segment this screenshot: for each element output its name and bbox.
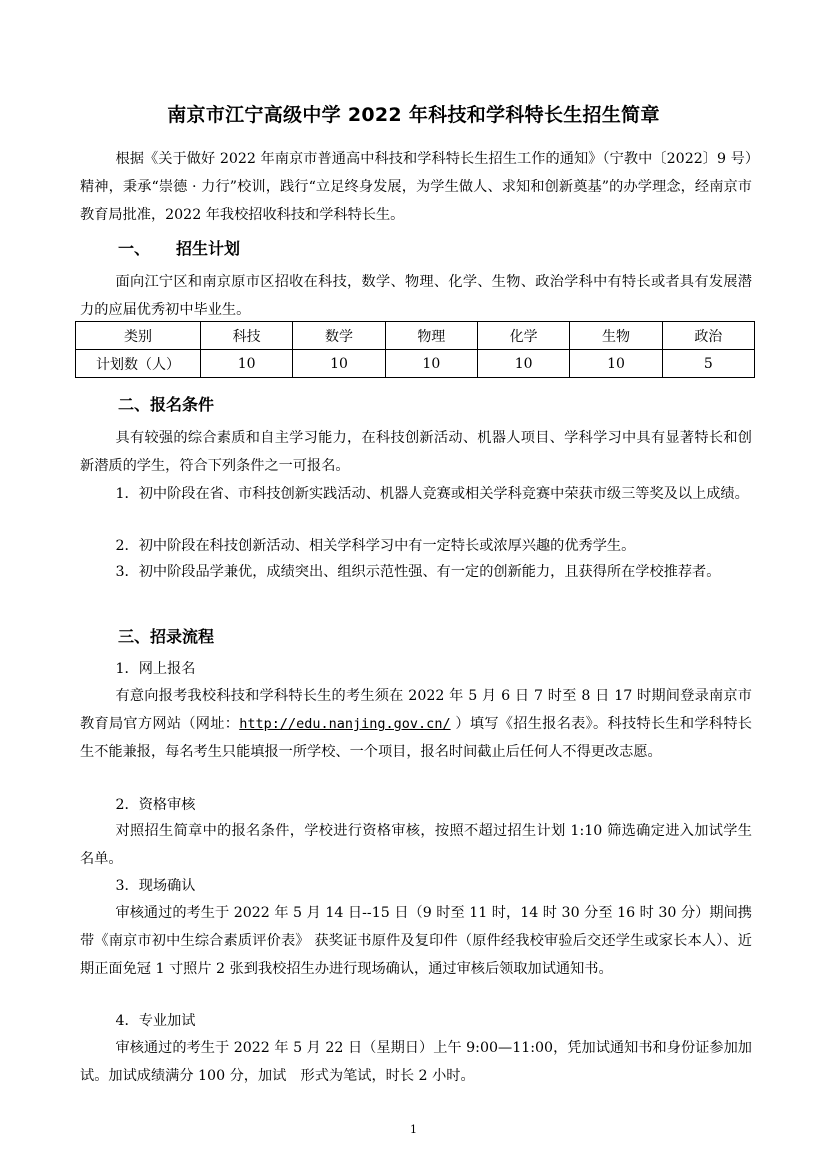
- table-row: [76, 350, 755, 378]
- step-4-text: 审核通过的考生于 2022 年 5 月 22 日（星期日）上午 9:00—11:00，凭加试通知书和身份证参加加试。加试成绩满分 100 分，加试 形式为笔试，时长 2 小时。: [80, 1040, 752, 1084]
- section-3-heading: 三、招录流程: [118, 627, 215, 646]
- step-3-title: 3．现场确认: [115, 878, 196, 894]
- document-title: 南京市江宁高级中学 2022 年科技和学科特长生招生简章: [167, 104, 660, 126]
- table-header-cell: 生物: [570, 322, 662, 350]
- condition-item-3: 3．初中阶段品学兼优，成绩突出、组织示范性强、有一定的创新能力，且获得所在学校推荐者。: [115, 564, 721, 580]
- website-link[interactable]: http://edu.nanjing.gov.cn/: [239, 716, 451, 732]
- page-number: 1: [410, 1123, 417, 1136]
- table-header-cell: 类别: [76, 322, 201, 350]
- table-header-cell: 化学: [477, 322, 569, 350]
- step-1-text: [80, 682, 752, 766]
- step-2-text: 对照招生简章中的报名条件，学校进行资格审核，按照不超过招生计划 1:10 筛选确定进入加试学生名单。: [80, 823, 752, 867]
- step-3-text: 审核通过的考生于 2022 年 5 月 14 日--15 日（9 时至 11 时，14 时 30 分至 16 时 30 分）期间携带《南京市初中生综合素质评价表》 获奖证书原件及复印件（原件经我校审验后交还学生或家长本人）、近期正面免冠 1 寸照片 2 张到我校招生办进行现场确认，通过审核后领取加试通知书。: [80, 905, 752, 977]
- table-header-cell: 数学: [293, 322, 385, 350]
- table-header-cell: 科技: [201, 322, 293, 350]
- section-2-heading: 二、报名条件: [118, 395, 215, 414]
- condition-item-1: 1．初中阶段在省、市科技创新实践活动、机器人竞赛或相关学科竞赛中荣获市级三等奖及以上成绩。: [115, 486, 749, 502]
- table-header-cell: 物理: [385, 322, 477, 350]
- table-cell: 5: [662, 350, 754, 378]
- table-cell: 10: [293, 350, 385, 378]
- step-4-title: 4．专业加试: [115, 1013, 196, 1029]
- step-2-title: 2．资格审核: [115, 797, 196, 813]
- condition-item-2: 2．初中阶段在科技创新活动、相关学科学习中有一定特长或浓厚兴趣的优秀学生。: [115, 538, 636, 554]
- table-header-cell: 政治: [662, 322, 754, 350]
- table-cell: 10: [385, 350, 477, 378]
- section-2-text: 具有较强的综合素质和自主学习能力，在科技创新活动、机器人项目、学科学习中具有显著特长和创新潜质的学生，符合下列条件之一可报名。: [80, 430, 752, 474]
- step-1-title: 1．网上报名: [115, 661, 196, 677]
- table-cell: 10: [570, 350, 662, 378]
- intro-paragraph: 根据《关于做好 2022 年南京市普通高中科技和学科特长生招生工作的通知》（宁教中〔2022〕9 号）精神，秉承“崇德 · 力行”校训，践行“立足终身发展，为学生做人、求知和创新奠基”的办学理念，经南京市教育局批准，2022 年我校招收科技和学科特长生。: [80, 151, 752, 223]
- step-1-text-after: ）填写《招生报名表》。科技特长生和学科特长生不能兼报，每名考生只能填报一所学校、一个项目，报名时间截止后任何人不得更改志愿。: [80, 716, 752, 760]
- table-header-row: [76, 322, 755, 350]
- section-1-title: 招生计划: [176, 239, 241, 258]
- table-cell: 10: [477, 350, 569, 378]
- table-cell: 计划数（人）: [76, 350, 201, 378]
- step-1-text-before: 有意向报考我校科技和学科特长生的考生须在 2022 年 5 月 6 日 7 时至 8 日 17 时期间登录南京市教育局官方网站（网址：: [80, 688, 752, 732]
- section-1-heading: [118, 236, 240, 259]
- table-cell: 10: [201, 350, 293, 378]
- enrollment-plan-table: [75, 321, 755, 378]
- section-1-text: 面向江宁区和南京原市区招收在科技，数学、物理、化学、生物、政治学科中有特长或者具有发展潜力的应届优秀初中毕业生。: [80, 274, 752, 318]
- section-1-number: 一、: [118, 239, 151, 258]
